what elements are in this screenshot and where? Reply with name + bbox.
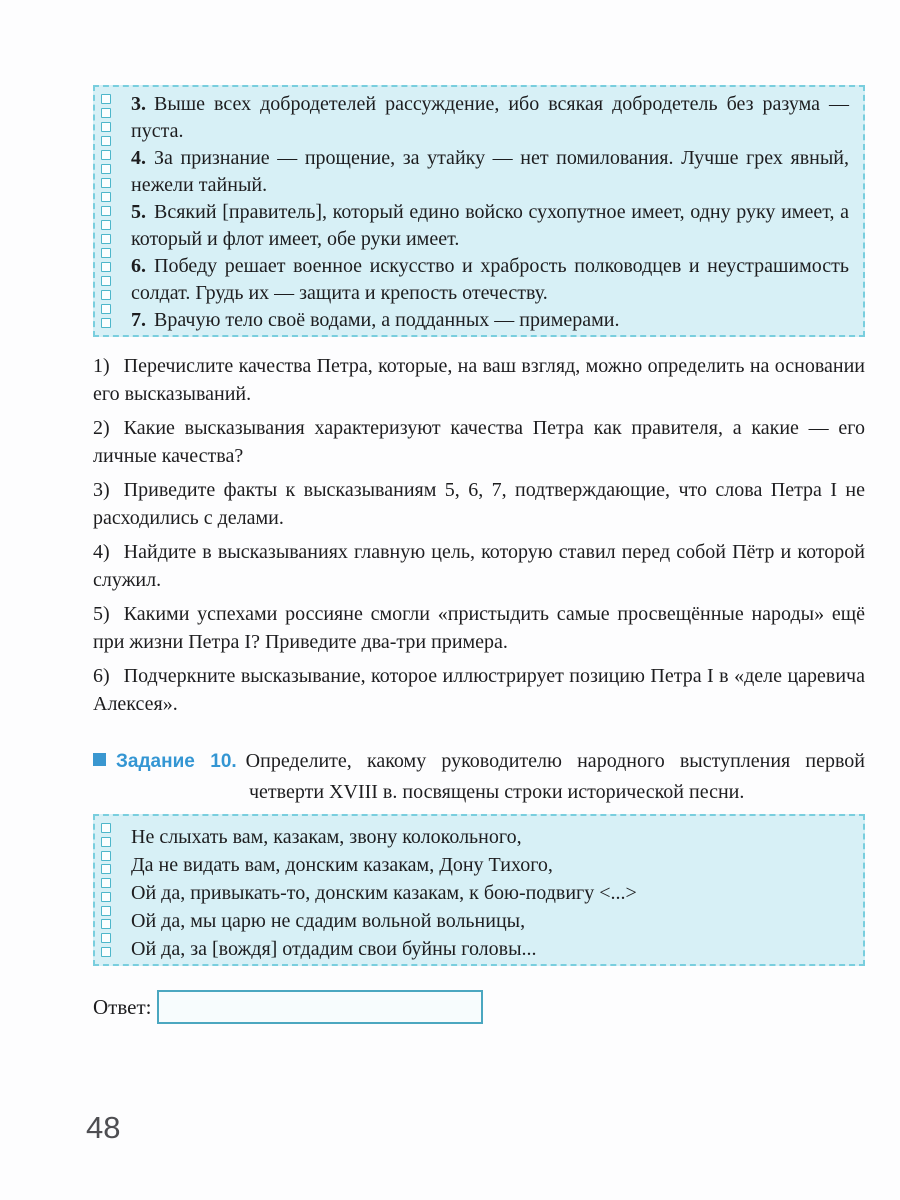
quote-text: Выше всех добродетелей рассуждение, ибо всякая добродетель без разума — пуста. bbox=[131, 93, 849, 142]
square-icon bbox=[101, 150, 111, 160]
song-box bbox=[93, 814, 865, 966]
question-item bbox=[93, 476, 865, 532]
quote-number: 4. bbox=[131, 147, 146, 169]
square-icon bbox=[101, 262, 111, 272]
square-icon bbox=[101, 318, 111, 328]
quote-item bbox=[131, 91, 849, 145]
question-number: 6) bbox=[93, 665, 110, 687]
square-icon bbox=[101, 933, 111, 943]
quote-number: 3. bbox=[131, 93, 146, 115]
quote-item bbox=[131, 307, 849, 334]
answer-row bbox=[93, 990, 483, 1024]
task-text: Определите, какому руководителю народного выступления первой четверти XVIII в. посвящены строки исторической песни. bbox=[245, 750, 865, 803]
quote-text: Победу решает военное искусство и храбрость полководцев и неустрашимость солдат. Грудь их — защита и крепость отечеству. bbox=[131, 255, 849, 304]
song-line: Ой да, привыкать-то, донским казакам, к бою-подвигу <...> bbox=[131, 882, 637, 904]
question-number: 3) bbox=[93, 479, 110, 501]
square-icon bbox=[101, 178, 111, 188]
square-icon bbox=[101, 878, 111, 888]
quote-item bbox=[131, 145, 849, 199]
square-icon bbox=[101, 290, 111, 300]
square-icon bbox=[101, 906, 111, 916]
square-icon bbox=[101, 122, 111, 132]
question-text: Найдите в высказываниях главную цель, которую ставил перед собой Пётр и которой служил. bbox=[93, 541, 865, 591]
answer-label: Ответ: bbox=[93, 994, 152, 1019]
quote-number: 6. bbox=[131, 255, 146, 277]
square-icon bbox=[101, 108, 111, 118]
square-icon bbox=[101, 248, 111, 258]
quote-number: 5. bbox=[131, 201, 146, 223]
page-number: 48 bbox=[86, 1110, 121, 1145]
quote-text: Всякий [правитель], который едино войско сухопутное имеет, одну руку имеет, а который и флот имеет, обе руки имеет. bbox=[131, 201, 849, 250]
square-icon bbox=[101, 234, 111, 244]
task-10-heading bbox=[93, 746, 865, 808]
question-number: 1) bbox=[93, 355, 110, 377]
task-bullet-icon bbox=[93, 753, 106, 766]
song-line: Не слыхать вам, казакам, звону колокольного, bbox=[131, 826, 522, 848]
questions-list bbox=[93, 352, 865, 724]
quote-text: Врачую тело своё водами, а подданных — примерами. bbox=[154, 309, 620, 331]
square-icon bbox=[101, 864, 111, 874]
song-line: Да не видать вам, донским казакам, Дону Тихого, bbox=[131, 854, 553, 876]
square-icon bbox=[101, 206, 111, 216]
question-item bbox=[93, 600, 865, 656]
song-line: Ой да, за [вождя] отдадим свои буйны головы... bbox=[131, 938, 537, 960]
square-icon bbox=[101, 94, 111, 104]
question-text: Какими успехами россияне смогли «пристыдить самые просвещённые народы» ещё при жизни Петра I? Приведите два-три примера. bbox=[93, 603, 865, 653]
question-text: Подчеркните высказывание, которое иллюстрирует позицию Петра I в «деле царевича Алексея». bbox=[93, 665, 865, 715]
square-icon bbox=[101, 837, 111, 847]
question-text: Перечислите качества Петра, которые, на ваш взгляд, можно определить на основании его высказываний. bbox=[93, 355, 865, 405]
song-line: Ой да, мы царю не сдадим вольной вольницы, bbox=[131, 910, 526, 932]
question-item bbox=[93, 538, 865, 594]
question-text: Какие высказывания характеризуют качества Петра как правителя, а какие — его личные качества? bbox=[93, 417, 865, 467]
square-icon bbox=[101, 192, 111, 202]
question-item bbox=[93, 414, 865, 470]
square-icon bbox=[101, 851, 111, 861]
square-icon bbox=[101, 304, 111, 314]
quote-number: 7. bbox=[131, 309, 146, 331]
square-icon bbox=[101, 947, 111, 957]
square-icon bbox=[101, 136, 111, 146]
margin-squares-column bbox=[101, 823, 113, 957]
square-icon bbox=[101, 823, 111, 833]
question-text: Приведите факты к высказываниям 5, 6, 7, подтверждающие, что слова Петра I не расходились с делами. bbox=[93, 479, 865, 529]
margin-squares-column bbox=[101, 94, 113, 328]
song-text-block bbox=[131, 823, 849, 963]
square-icon bbox=[101, 220, 111, 230]
question-number: 4) bbox=[93, 541, 110, 563]
answer-input[interactable] bbox=[157, 990, 483, 1024]
square-icon bbox=[101, 276, 111, 286]
square-icon bbox=[101, 919, 111, 929]
square-icon bbox=[101, 892, 111, 902]
quotes-text-block bbox=[131, 91, 849, 334]
question-item bbox=[93, 662, 865, 718]
quote-item bbox=[131, 199, 849, 253]
task-label: Задание 10. bbox=[116, 751, 237, 772]
question-number: 2) bbox=[93, 417, 110, 439]
quotes-box bbox=[93, 85, 865, 337]
quote-item bbox=[131, 253, 849, 307]
square-icon bbox=[101, 164, 111, 174]
question-number: 5) bbox=[93, 603, 110, 625]
question-item bbox=[93, 352, 865, 408]
quote-text: За признание — прощение, за утайку — нет помилования. Лучше грех явный, нежели тайный. bbox=[131, 147, 849, 196]
